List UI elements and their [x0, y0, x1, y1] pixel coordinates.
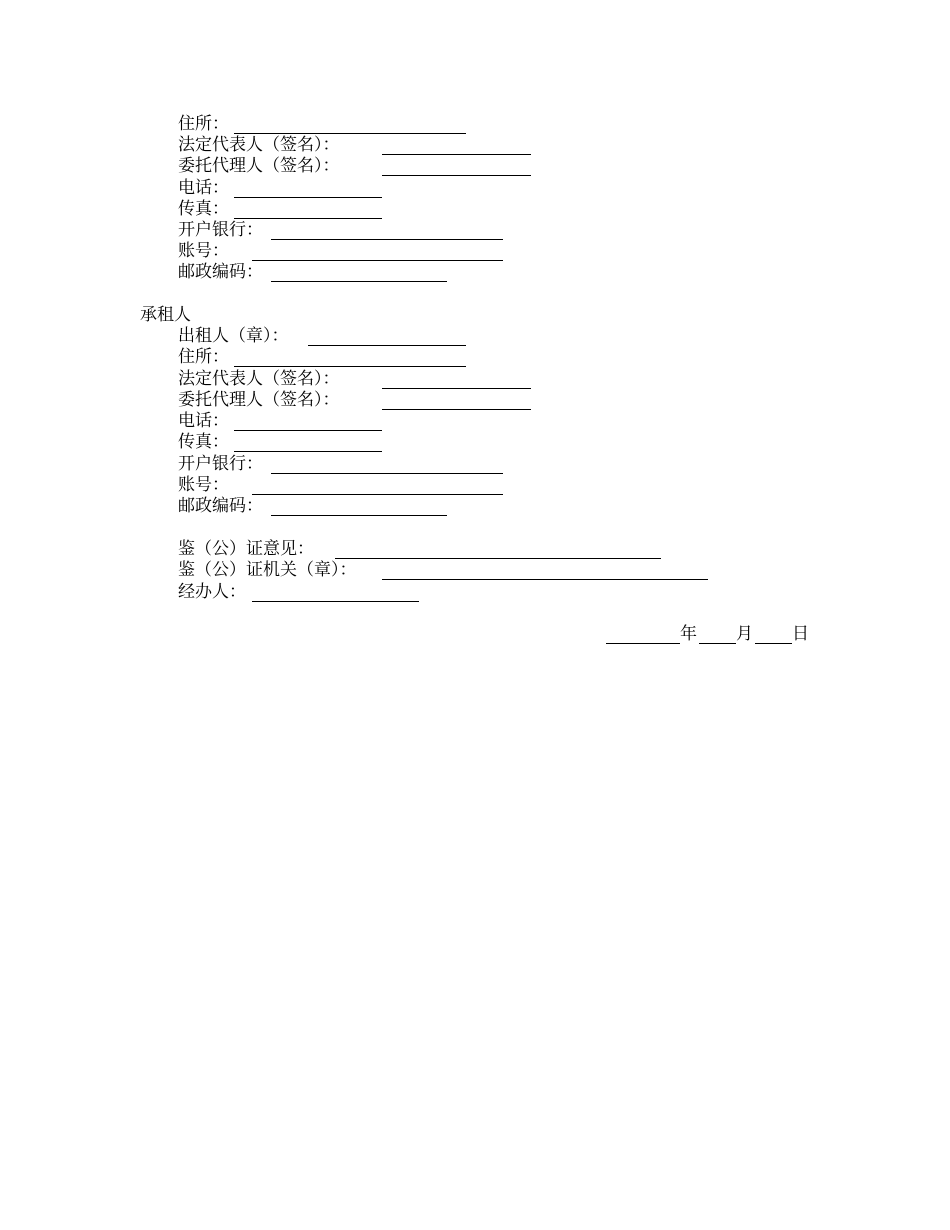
lessor-bank-line[interactable] — [271, 239, 503, 240]
month-blank[interactable] — [699, 643, 736, 644]
lessor-account-label: 账号： — [178, 241, 229, 261]
lessor-bank-label: 开户银行： — [178, 220, 263, 240]
lessee-seal-label: 出租人（章）： — [178, 326, 289, 346]
day-blank[interactable] — [755, 643, 792, 644]
lessee-account-line[interactable] — [252, 494, 503, 495]
lessee-heading: 承租人 — [140, 305, 191, 325]
year-blank[interactable] — [606, 643, 680, 644]
lessee-bank-line[interactable] — [271, 473, 503, 474]
lessor-phone-label: 电话： — [178, 178, 229, 198]
lessor-fax-label: 传真： — [178, 199, 229, 219]
lessor-fax-line[interactable] — [234, 218, 382, 219]
lessor-address-label: 住所： — [178, 114, 229, 134]
notary-authority-label: 鉴（公）证机关（章）： — [178, 560, 357, 580]
lessor-account-line[interactable] — [252, 260, 503, 261]
handler-label: 经办人： — [178, 582, 246, 602]
lessor-address-line[interactable] — [234, 133, 466, 134]
lessee-postcode-label: 邮政编码： — [178, 496, 263, 516]
day-label: 日 — [792, 624, 809, 644]
notary-opinion-line[interactable] — [335, 558, 661, 559]
lessee-seal-line[interactable] — [308, 345, 466, 346]
notary-authority-line[interactable] — [382, 579, 708, 580]
year-label: 年 — [680, 624, 697, 644]
lessee-postcode-line[interactable] — [271, 515, 447, 516]
lessor-postcode-line[interactable] — [271, 281, 447, 282]
date-field — [606, 624, 816, 645]
lessor-agent-line[interactable] — [382, 175, 531, 176]
lessor-legal-rep-line[interactable] — [382, 154, 531, 155]
lessee-account-label: 账号： — [178, 475, 229, 495]
lessee-fax-line[interactable] — [234, 451, 382, 452]
lessee-address-line[interactable] — [234, 366, 466, 367]
lessee-address-label: 住所： — [178, 347, 229, 367]
lessee-legal-rep-label: 法定代表人（签名）： — [178, 369, 340, 389]
lessee-fax-label: 传真： — [178, 432, 229, 452]
handler-line[interactable] — [252, 601, 419, 602]
lessor-postcode-label: 邮政编码： — [178, 262, 263, 282]
lessee-legal-rep-line[interactable] — [382, 388, 531, 389]
lessor-agent-label: 委托代理人（签名）： — [178, 156, 340, 176]
lessor-legal-rep-label: 法定代表人（签名）： — [178, 135, 340, 155]
month-label: 月 — [736, 624, 753, 644]
lessee-agent-line[interactable] — [382, 409, 531, 410]
lessor-phone-line[interactable] — [234, 197, 382, 198]
notary-opinion-label: 鉴（公）证意见： — [178, 539, 314, 559]
lessee-phone-label: 电话： — [178, 411, 229, 431]
lessee-phone-line[interactable] — [234, 430, 382, 431]
lessee-bank-label: 开户银行： — [178, 454, 263, 474]
lessee-agent-label: 委托代理人（签名）： — [178, 390, 340, 410]
